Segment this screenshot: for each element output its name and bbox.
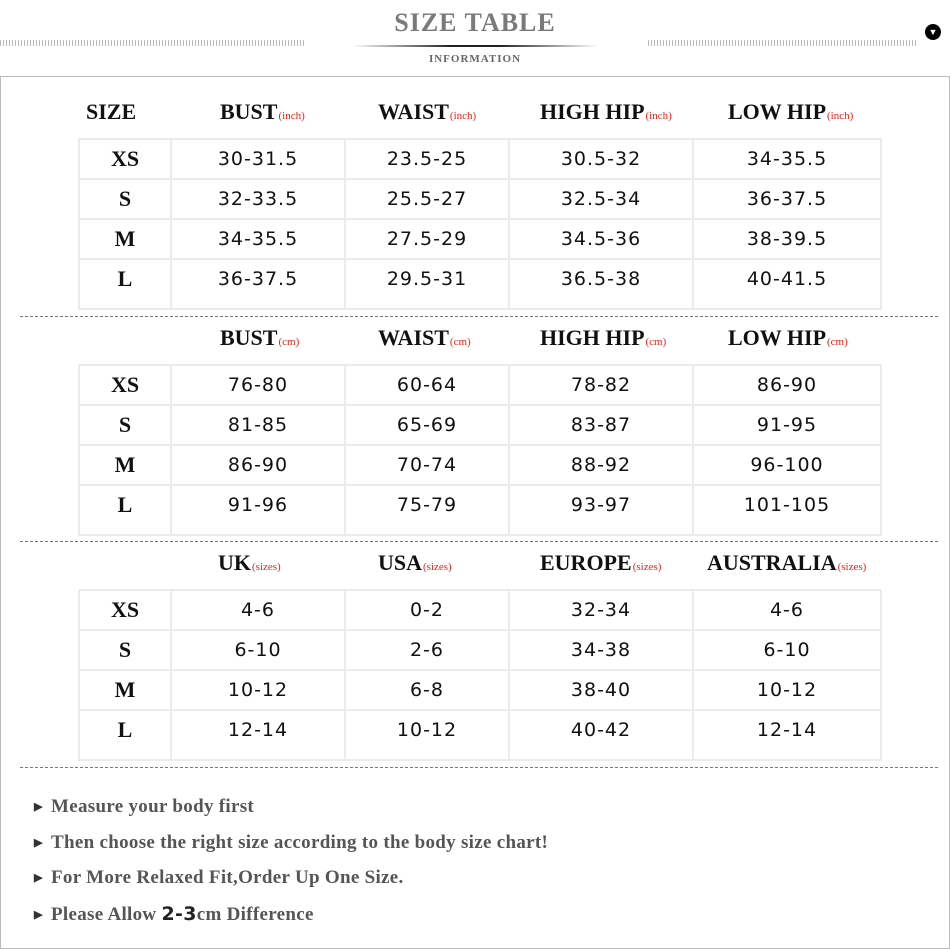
table-cell: 25.5-27	[386, 188, 468, 210]
column-header	[540, 99, 672, 125]
column-header-label: LOW HIP	[728, 325, 827, 350]
table-row	[80, 220, 880, 260]
column-header-label: UK	[218, 550, 251, 575]
table-cell: 75-79	[396, 494, 458, 516]
column-header-unit: (cm)	[827, 336, 848, 348]
note-item	[34, 867, 404, 889]
section-divider	[20, 541, 938, 542]
table-cell: 6-8	[409, 679, 445, 701]
table-row	[80, 180, 880, 220]
table-row	[80, 140, 880, 180]
table-cell: 34-35.5	[217, 228, 299, 250]
triangle-bullet-icon: ▶	[34, 872, 43, 884]
column-header-unit: (cm)	[645, 336, 667, 348]
table-cell: 78-82	[570, 374, 632, 396]
page-subtitle: INFORMATION	[428, 53, 522, 65]
column-header	[707, 550, 866, 576]
table-row	[80, 446, 880, 486]
chevron-down-icon[interactable]: ▼	[925, 24, 941, 40]
triangle-bullet-icon: ▶	[34, 837, 43, 849]
decorative-zigzag-left	[0, 40, 305, 46]
note-text: Then choose the right size according to the body size chart!	[51, 832, 549, 853]
column-header	[220, 325, 299, 351]
size-label: S	[118, 412, 132, 437]
column-header-unit: (sizes)	[423, 561, 452, 573]
table-cell: 6-10	[763, 639, 811, 661]
note-emphasis: 2-3	[161, 903, 197, 925]
table-row	[80, 260, 880, 298]
table-cell: 40-42	[570, 719, 632, 741]
column-header-unit: (sizes)	[632, 561, 662, 573]
table-row	[80, 671, 880, 711]
table-cell: 27.5-29	[386, 228, 468, 250]
size-table	[78, 364, 882, 536]
table-row	[80, 366, 880, 406]
size-label: M	[114, 677, 136, 702]
size-label: XS	[110, 146, 140, 171]
size-label: XS	[110, 372, 140, 397]
size-label: L	[117, 717, 133, 742]
table-cell: 101-105	[743, 494, 831, 516]
decorative-zigzag-right	[648, 40, 918, 46]
note-text: For More Relaxed Fit,Order Up One Size.	[51, 867, 404, 888]
table-cell: 91-96	[227, 494, 289, 516]
table-cell: 93-97	[570, 494, 632, 516]
column-header-unit: (inch)	[449, 110, 477, 122]
title-underline	[352, 45, 598, 47]
size-label: L	[117, 266, 133, 291]
size-label: XS	[110, 597, 140, 622]
table-cell: 10-12	[756, 679, 818, 701]
table-cell: 32-34	[570, 599, 632, 621]
size-table	[78, 138, 882, 310]
table-cell: 29.5-31	[386, 268, 468, 290]
table-cell: 83-87	[570, 414, 632, 436]
column-header	[540, 325, 666, 351]
table-cell: 4-6	[240, 599, 276, 621]
table-cell: 23.5-25	[386, 148, 468, 170]
table-cell: 6-10	[234, 639, 282, 661]
table-row	[80, 631, 880, 671]
column-header-label: USA	[378, 550, 423, 575]
triangle-bullet-icon: ▶	[34, 801, 43, 813]
table-cell: 38-40	[570, 679, 632, 701]
column-header-unit: (cm)	[278, 336, 300, 348]
note-text: Please Allow	[51, 904, 162, 925]
table-cell: 76-80	[227, 374, 289, 396]
column-header-label: WAIST	[378, 99, 449, 124]
size-table	[78, 589, 882, 761]
table-cell: 36.5-38	[560, 268, 642, 290]
table-row	[80, 406, 880, 446]
table-cell: 86-90	[756, 374, 818, 396]
column-header-unit: (inch)	[827, 110, 854, 122]
column-header-label: HIGH HIP	[540, 325, 645, 350]
header	[0, 0, 950, 76]
column-header-label: BUST	[220, 99, 278, 124]
note-item	[34, 796, 254, 818]
column-header-unit: (sizes)	[252, 561, 281, 573]
table-cell: 32.5-34	[560, 188, 642, 210]
table-cell: 30.5-32	[560, 148, 642, 170]
table-cell: 65-69	[396, 414, 458, 436]
table-row	[80, 591, 880, 631]
page-title: SIZE TABLE	[394, 8, 556, 37]
column-header	[378, 325, 471, 351]
table-cell: 12-14	[227, 719, 289, 741]
column-header	[220, 99, 305, 125]
table-cell: 0-2	[409, 599, 445, 621]
table-cell: 40-41.5	[746, 268, 828, 290]
note-item	[34, 832, 548, 854]
column-header	[728, 325, 848, 351]
column-header	[378, 550, 452, 576]
size-label: L	[117, 492, 133, 517]
note-item	[34, 903, 314, 926]
column-header	[728, 99, 853, 125]
table-cell: 2-6	[409, 639, 445, 661]
size-label: S	[118, 637, 132, 662]
table-cell: 10-12	[396, 719, 458, 741]
note-text-suffix: cm Difference	[196, 904, 314, 925]
table-cell: 88-92	[570, 454, 632, 476]
column-header-unit: (cm)	[449, 336, 471, 348]
table-cell: 4-6	[769, 599, 805, 621]
column-header-label: WAIST	[378, 325, 449, 350]
size-column-label: SIZE	[86, 99, 137, 124]
table-cell: 36-37.5	[217, 268, 299, 290]
table-cell: 10-12	[227, 679, 289, 701]
table-cell: 70-74	[396, 454, 458, 476]
size-label: M	[114, 226, 136, 251]
table-row	[80, 486, 880, 524]
table-cell: 36-37.5	[746, 188, 828, 210]
table-cell: 34-35.5	[746, 148, 828, 170]
table-cell: 81-85	[227, 414, 289, 436]
table-cell: 38-39.5	[746, 228, 828, 250]
column-header	[378, 99, 476, 125]
column-header-unit: (inch)	[278, 110, 305, 122]
column-header-label: BUST	[220, 325, 278, 350]
table-cell: 30-31.5	[217, 148, 299, 170]
size-label: M	[114, 452, 136, 477]
section-divider	[20, 316, 938, 317]
table-cell: 86-90	[227, 454, 289, 476]
table-cell: 60-64	[396, 374, 458, 396]
column-header-label: EUROPE	[540, 550, 632, 575]
triangle-bullet-icon: ▶	[34, 909, 43, 921]
table-cell: 12-14	[756, 719, 818, 741]
column-header-label: AUSTRALIA	[707, 550, 837, 575]
table-cell: 34.5-36	[560, 228, 642, 250]
column-header-label: LOW HIP	[728, 99, 827, 124]
column-header	[540, 550, 661, 576]
size-label: S	[118, 186, 132, 211]
column-header-unit: (inch)	[645, 110, 672, 122]
table-row	[80, 711, 880, 749]
table-cell: 32-33.5	[217, 188, 299, 210]
section-divider	[20, 767, 938, 768]
table-cell: 34-38	[570, 639, 632, 661]
column-header	[218, 550, 281, 576]
column-header-unit: (sizes)	[837, 561, 867, 573]
column-header-label: HIGH HIP	[540, 99, 645, 124]
table-cell: 96-100	[750, 454, 824, 476]
table-cell: 91-95	[756, 414, 818, 436]
note-text: Measure your body first	[51, 796, 255, 817]
